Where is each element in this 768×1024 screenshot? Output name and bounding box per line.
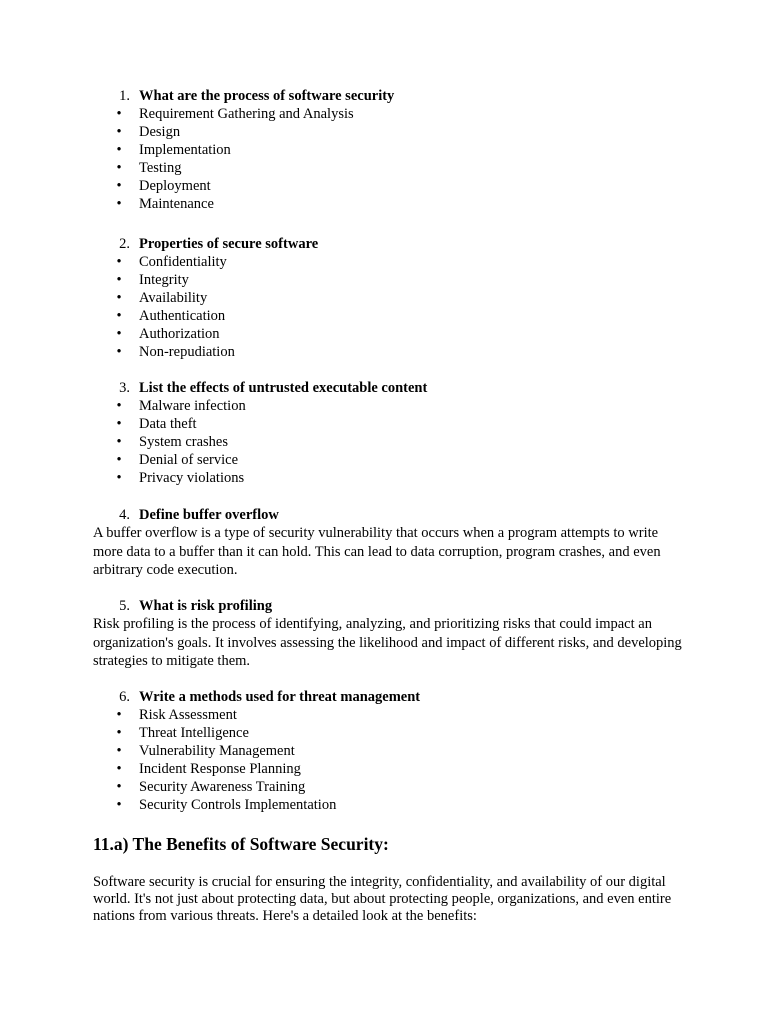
bullet-list: [0, 397, 768, 487]
section-1: [0, 87, 768, 213]
list-item-text: Data theft: [139, 416, 197, 432]
list-item-text: Privacy violations: [139, 470, 245, 486]
list-item: [0, 307, 768, 325]
bullet-list: [0, 253, 768, 361]
bullet-icon: •: [116, 344, 122, 360]
bullet-icon: •: [116, 254, 122, 270]
list-item: [0, 397, 768, 415]
bullet-list: [0, 706, 768, 814]
list-item-text: Authentication: [139, 308, 226, 324]
section-heading: [0, 688, 768, 706]
section-6: [0, 688, 768, 814]
section-2: [0, 235, 768, 361]
list-item: [0, 469, 768, 487]
section-title: Define buffer overflow: [139, 507, 279, 523]
list-item-text: Authorization: [139, 326, 220, 342]
section-title: Properties of secure software: [139, 236, 319, 252]
section-title: What is risk profiling: [139, 598, 273, 614]
section-number: 2.: [119, 236, 130, 252]
list-item: [0, 271, 768, 289]
list-item-text: Testing: [139, 160, 182, 176]
list-item: [0, 433, 768, 451]
list-item: [0, 724, 768, 742]
section-number: 5.: [119, 598, 130, 614]
list-item-text: Deployment: [139, 178, 211, 194]
list-item: [0, 123, 768, 141]
bullet-icon: •: [116, 434, 122, 450]
bullet-icon: •: [116, 196, 122, 212]
bullet-icon: •: [116, 779, 122, 795]
section-number: 6.: [119, 689, 130, 705]
list-item-text: Design: [139, 124, 181, 140]
list-item-text: Vulnerability Management: [139, 743, 295, 759]
section-number: 4.: [119, 507, 130, 523]
bullet-icon: •: [116, 398, 122, 414]
bullet-icon: •: [116, 797, 122, 813]
list-item-text: Incident Response Planning: [139, 761, 301, 777]
list-item: [0, 706, 768, 724]
bullet-icon: •: [116, 452, 122, 468]
section-paragraph: A buffer overflow is a type of security vulnerability that occurs when a program attempts to write more data to a buffer than it can hold. This can lead to data corruption, program crashes, and even arbitrary code execution.: [93, 525, 661, 579]
bullet-icon: •: [116, 725, 122, 741]
benefits-heading: 11.a) The Benefits of Software Security:: [93, 834, 389, 854]
list-item: [0, 159, 768, 177]
list-item-text: Non-repudiation: [139, 344, 235, 360]
section-number: 3.: [119, 380, 130, 396]
section-3: [0, 379, 768, 487]
list-item-text: Maintenance: [139, 196, 214, 212]
bullet-icon: •: [116, 308, 122, 324]
list-item-text: Implementation: [139, 142, 231, 158]
bullet-icon: •: [116, 707, 122, 723]
bullet-icon: •: [116, 124, 122, 140]
list-item: [0, 289, 768, 307]
section-title: List the effects of untrusted executable content: [139, 380, 428, 396]
section-5: [0, 597, 768, 671]
section-heading: [0, 597, 768, 615]
list-item: [0, 778, 768, 796]
bullet-icon: •: [116, 142, 122, 158]
list-item-text: Risk Assessment: [139, 707, 237, 723]
section-heading: [0, 87, 768, 105]
list-item: [0, 796, 768, 814]
bullet-icon: •: [116, 178, 122, 194]
list-item: [0, 451, 768, 469]
list-item-text: Threat Intelligence: [139, 725, 249, 741]
bullet-list: [0, 105, 768, 213]
section-heading: [0, 235, 768, 253]
list-item: [0, 343, 768, 361]
section-paragraph: Risk profiling is the process of identifying, analyzing, and prioritizing risks that could impact an organization's goals. It involves assessing the likelihood and impact of different risks, and developing strategies to mitigate them.: [93, 616, 682, 670]
list-item-text: Requirement Gathering and Analysis: [139, 106, 354, 122]
list-item-text: Security Controls Implementation: [139, 797, 337, 813]
list-item-text: System crashes: [139, 434, 228, 450]
list-item-text: Malware infection: [139, 398, 246, 414]
list-item-text: Security Awareness Training: [139, 779, 306, 795]
bullet-icon: •: [116, 470, 122, 486]
section-title: What are the process of software security: [139, 88, 395, 104]
section-heading: [0, 506, 768, 524]
list-item-text: Denial of service: [139, 452, 239, 468]
section-4: [0, 506, 768, 580]
list-item: [0, 105, 768, 123]
benefits-paragraph: Software security is crucial for ensuring the integrity, confidentiality, and availability of our digital world. It's not just about protecting data, but about protecting people, organizations, and even entire nations from various threats. Here's a detailed look at the benefits:: [93, 874, 672, 924]
list-item: [0, 253, 768, 271]
bullet-icon: •: [116, 106, 122, 122]
bullet-icon: •: [116, 761, 122, 777]
list-item: [0, 760, 768, 778]
list-item-text: Confidentiality: [139, 254, 227, 270]
list-item: [0, 141, 768, 159]
list-item: [0, 195, 768, 213]
bullet-icon: •: [116, 272, 122, 288]
list-item-text: Availability: [139, 290, 208, 306]
section-title: Write a methods used for threat management: [139, 689, 421, 705]
bullet-icon: •: [116, 416, 122, 432]
bullet-icon: •: [116, 326, 122, 342]
section-number: 1.: [119, 88, 130, 104]
list-item: [0, 177, 768, 195]
bullet-icon: •: [116, 290, 122, 306]
bullet-icon: •: [116, 743, 122, 759]
list-item: [0, 325, 768, 343]
list-item: [0, 415, 768, 433]
section-heading: [0, 379, 768, 397]
list-item: [0, 742, 768, 760]
list-item-text: Integrity: [139, 272, 189, 288]
bullet-icon: •: [116, 160, 122, 176]
